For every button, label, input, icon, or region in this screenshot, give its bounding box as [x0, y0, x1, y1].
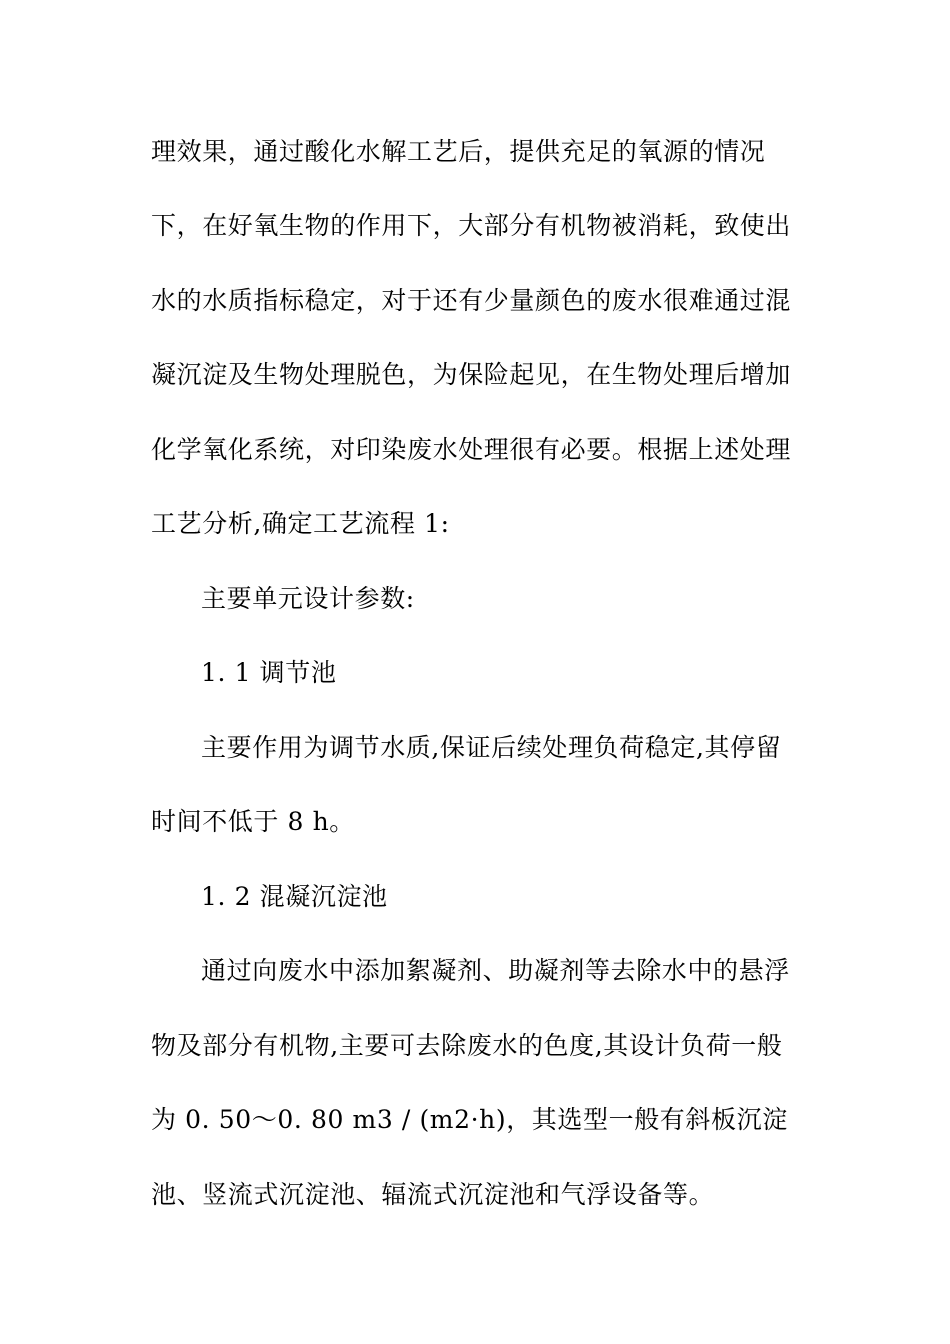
paragraph-line: 为 0. 50～0. 80 m3 / (m2·h)，其选型一般有斜板沉淀 [151, 1105, 788, 1134]
paragraph-line: 池、竖流式沉淀池、辐流式沉淀池和气浮设备等。 [151, 1180, 715, 1209]
paragraph-line: 工艺分析,确定工艺流程 1: [151, 509, 450, 538]
paragraph-line: 化学氧化系统，对印染废水处理很有必要。根据上述处理 [151, 435, 792, 464]
paragraph-line: 时间不低于 8 h。 [151, 807, 355, 836]
paragraph-line: 通过向废水中添加絮凝剂、助凝剂等去除水中的悬浮 [201, 956, 790, 985]
paragraph-line: 凝沉淀及生物处理脱色，为保险起见，在生物处理后增加 [151, 360, 792, 389]
section-heading: 1. 2 混凝沉淀池 [201, 882, 388, 911]
paragraph-line: 下，在好氧生物的作用下，大部分有机物被消耗，致使出 [151, 211, 792, 240]
section-heading: 主要单元设计参数: [201, 584, 415, 613]
section-heading: 1. 1 调节池 [201, 658, 337, 687]
paragraph-line: 主要作用为调节水质,保证后续处理负荷稳定,其停留 [201, 733, 782, 762]
paragraph-line: 水的水质指标稳定，对于还有少量颜色的废水很难通过混 [151, 286, 792, 315]
paragraph-line: 物及部分有机物,主要可去除废水的色度,其设计负荷一般 [151, 1031, 783, 1060]
paragraph-line: 理效果，通过酸化水解工艺后，提供充足的氧源的情况 [151, 137, 766, 166]
